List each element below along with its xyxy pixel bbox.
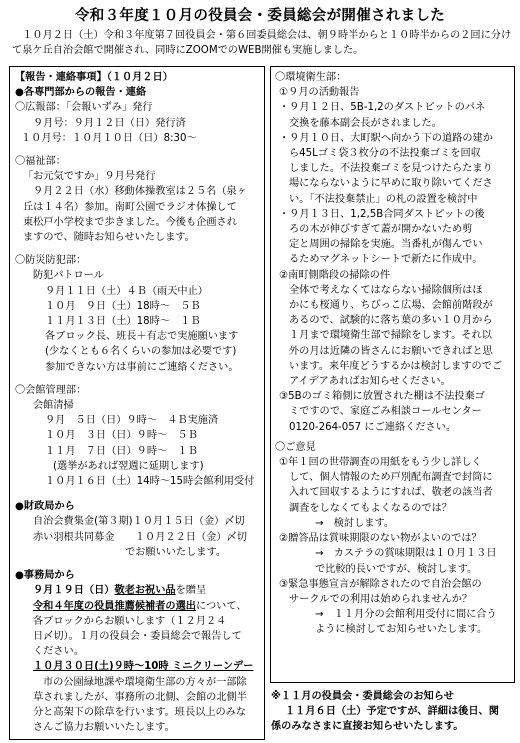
bosai-line: 各ブロック長、班長＋有志で実施願います [45, 331, 239, 343]
bosai-line: ９月１１日（土）４Ｂ（雨天中止） [45, 285, 208, 297]
kankyo-sub3: ③5Bのゴミ箱側に放置された棚は不法投棄ゴ [279, 391, 485, 403]
iken-line: して、個人情報のため戸別配布調査で封筒に [289, 472, 493, 484]
koho-title: 〇広報部：「会報いずみ」発行 [15, 102, 153, 114]
zaimu-line: 自治会費集金(第３期)１０月１５日（金）〆切 [33, 516, 245, 528]
jimu-line: 各ブロックからお願いします（１２月２４ [33, 615, 227, 627]
bosai-line: 防犯パトロール [33, 270, 104, 282]
koho-line: ９月号：９月１２日（日）発行済 [33, 117, 186, 129]
jimu-line: 分と高架下の除草を行います。班長以上のみな [33, 706, 247, 718]
fukushi-title: 〇福祉部： [15, 156, 66, 168]
keiro-date: ９月１９日（日） [33, 585, 115, 597]
fukushi-line: 「お元気ですか」９月号発行 [23, 171, 156, 183]
iken-line: ③緊急事態宣言が解除されたので自治会館の [279, 578, 482, 590]
jimu-title: ●事務局から [15, 570, 75, 582]
kankyo-line: い。「不法投棄禁止」の札の設置を検討中 [289, 193, 478, 205]
bosai-title: 〇防災防犯部： [15, 255, 87, 267]
jimu-line-suisen [15, 599, 260, 614]
iken-answer: → カステラの賞味期限は１０月１３日 [315, 548, 497, 560]
keiro-gift: 敬老お祝い品 [114, 585, 176, 597]
iken-answer: で比較的長いですが、検討します。 [315, 563, 478, 575]
iken-line: ①年１回の世帯調査の用紙をもう少し詳しく [279, 457, 482, 469]
suisen-tail: について、 [196, 600, 247, 612]
report-box [9, 66, 265, 740]
next-meeting-note [271, 689, 516, 735]
kankyo-line: ・９月１２日、5B-1,2のダストピットのパネ [279, 102, 486, 114]
jimu-line: 日〆切）。１月の役員会・委員総会で報告して [33, 630, 242, 642]
zaimu-title: ●財政局から [15, 501, 75, 513]
kaikan-line: 会館清掃 [33, 400, 74, 412]
bosai-line: 参加できない方は事前にご連絡ください。 [45, 361, 239, 373]
kankyo-line: あるので、試験的に落ち葉の多い１０月から [289, 315, 493, 327]
report-header: 【報告・連絡事項】（１０月２日） [15, 72, 173, 83]
iken-answer: → 検討します。 [315, 517, 395, 529]
kankyo-line: かにも桜通り、ちびっこ広場、会館前階段が [289, 300, 493, 312]
iken-line: 入れて回収するようにすれば、敬老の該当者 [289, 487, 493, 499]
kaikan-line: １０月 ３日（日）９時～ ５Ｂ [45, 430, 198, 442]
page-title: 令和３年度１０月の役員会・委員総会が開催されました [75, 8, 445, 24]
bosai-line: (少なくとも６名くらいの参加は必要です) [45, 346, 237, 358]
bosai-line: １０月 ９日（土）18時～ ５Ｂ [45, 300, 201, 312]
zaimu-line: でお願いいたします。 [125, 546, 227, 558]
iken-answer: ように検討してお知らせいたします。 [315, 624, 488, 636]
kankyo-line: 0120-264-057 にご連絡ください。 [289, 421, 457, 433]
environment-box [270, 66, 515, 683]
koho-line: １０月号：１０月１０日（日）8:30～ [21, 132, 197, 144]
kankyo-sub1: ①９月の活動報告 [279, 87, 360, 99]
iken-answer: → １１月分の会館利用受付に間に合う [315, 609, 497, 621]
jimu-line: さんご協力お願いいたします。 [33, 722, 175, 734]
kankyo-line: 外の月は近隣の皆さんにお願いできればと思 [289, 345, 493, 357]
fukushi-line: 東松戸小学校まで歩きました。今後も企画され [23, 216, 237, 228]
kankyo-line: 場にならないように早めに取り除いてくださ [289, 178, 493, 190]
kankyo-title: 〇環境衛生部： [275, 72, 347, 83]
iken-line: サークルでの利用は始められませんか？ [289, 593, 473, 605]
kankyo-line: ら45Lゴミ袋３枚分の不法投棄ゴミを回収 [289, 148, 481, 160]
kankyo-line: います。来年度どうするかは検討しますのでご [289, 360, 503, 372]
kankyo-sub2: ②南町側階段の掃除の件 [279, 269, 391, 281]
iken-title: 〇ご意見 [275, 441, 316, 453]
clean-day-heading: １０月３０日(土)９時～10時 ミニクリーンデー [33, 661, 254, 673]
jimu-line: 市の公園緑地課や環境衛生部の方々が一部除 [43, 676, 247, 688]
kankyo-line: ミですので、家庭ごみ相談コールセンター [289, 406, 482, 418]
kankyo-line: しました。不法投棄ゴミを見つけたらたまり [289, 163, 493, 175]
fukushi-line: ますので、随時お知らせいたします。 [23, 232, 195, 244]
kankyo-line: 定と周囲の掃除を実施。当番札が傷んでい [289, 239, 483, 251]
jimu-line: ください。 [33, 646, 84, 658]
kankyo-line: るためマグネットシートで新たに作成中。 [289, 254, 483, 266]
intro-text: １０月２日（土）令和３年度第７回役員会・第６回委員総会は、朝９時半からと１０時半からの２回に分けて泉ケ丘自治会館で開催され、同時にZOOMでのWEB開催も実施しました。 [12, 30, 512, 56]
zaimu-line: 赤い羽根共同募金 １０月２２日（金）〆切 [33, 531, 247, 543]
kaikan-title: 〇会館管理部： [15, 384, 87, 396]
fukushi-line: ９月２２日（水）移動体操教室は２５名（泉ヶ [33, 186, 247, 198]
kankyo-line: 全体で考えなくてはならない掃除個所はほ [289, 284, 483, 296]
kankyo-line: ろの木が伸びすぎて蓋が開かないため剪 [289, 224, 473, 236]
kaikan-line: ９月 ５日（日）９時～ ４Ｂ実施済 [45, 415, 219, 427]
kankyo-line: ・９月１３日、1,2,5B合同ダストピットの後 [279, 208, 485, 220]
kaikan-line: (選挙があれば翌週に延期します) [53, 460, 204, 472]
kaikan-line: １０月１６日（土）14時～15時会館利用受付 [45, 476, 255, 488]
jimu-line-keiro [15, 583, 260, 598]
iken-line: ②贈答品は賞味期限のない物がよいのでは？ [279, 533, 482, 545]
fukushi-line: 丘は１４名）参加。南町公園でラジオ体操して [23, 201, 237, 213]
keiro-tail: を贈呈 [175, 585, 207, 597]
kankyo-line: アイデアあればお知らせください。 [289, 376, 451, 388]
bosai-line: １１月１３日（土）18時～ １Ｂ [45, 316, 201, 328]
kankyo-line: 交換を藤本副会長がされました。 [289, 117, 442, 129]
iken-line: 調査をしなくてもよくなるのでは？ [289, 502, 452, 514]
jimu-line: 草されましたが、事務所の北側、会館の北側半 [33, 691, 247, 703]
kaikan-line: １１月 ７日（日）９時～ １Ｂ [45, 445, 198, 457]
note-line: １１月６日（土）予定ですが、詳細は後日、関 [285, 706, 499, 718]
section-committees-title: ●各専門部からの報告・連絡 [15, 87, 147, 99]
kankyo-line: １月まで環境衛生部で掃除をします。それ以 [289, 330, 492, 342]
note-line: 係のみなさまに直接お知らせいたします。 [271, 721, 464, 733]
note-title: ※１１月の役員会・委員総会のお知らせ [271, 691, 454, 702]
suisen-heading: 令和４年度の役員推薦候補者の選出 [33, 600, 196, 612]
kankyo-line: ・９月１０日、大町駅へ向かう下の道路の建か [279, 132, 493, 144]
